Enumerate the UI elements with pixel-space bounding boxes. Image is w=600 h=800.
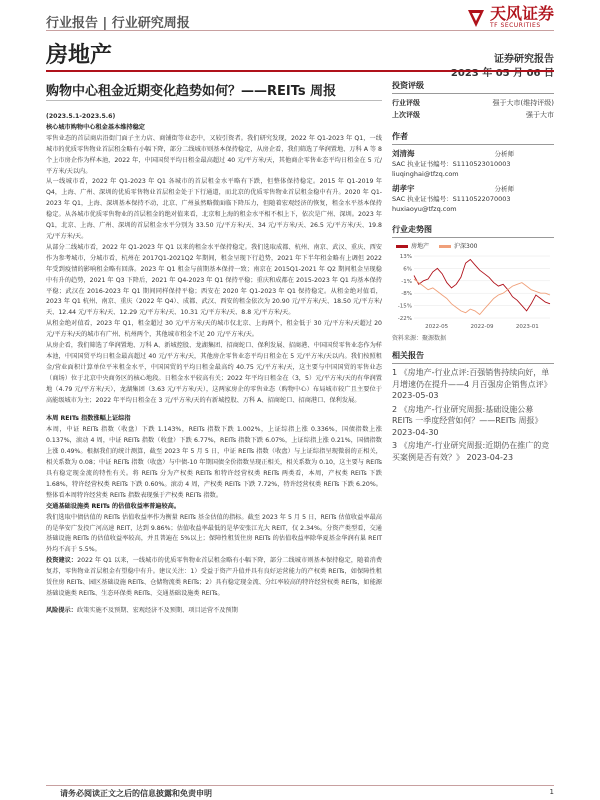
paragraph: 我们选取中债估值的 REITs 估值收益率作为衡量 REITs 基金估值的指标。截至 2023 年 5 月 5 日，REITs 估值收益率最高的是华安广发投广河高速 REIT，达到 9.86%；估值收益率最低的是华安张江光大 REIT，仅 2.34%。分资产类型看，交通基础设施 REITs 的估值收益率较高，并且普遍在 5%以上；保障性租赁住房 REITs 的估值收益率除华夏基金华润有巢 REIT 外均不高于 5.5%。 [46, 513, 382, 554]
report-date: 2023 年 05 月 06 日 [450, 68, 554, 79]
title-divider [46, 100, 382, 101]
author-email[interactable]: huxiaoyu@tfzq.com [392, 204, 457, 213]
related-report-link[interactable]: 1 《房地产-行业点评:百强销售持续向好，单月增速仍在提升——4 月百强房企销售点评》 2023-05-03 [392, 368, 552, 400]
paragraph: 从房企看，我们筛选了华润置地、万科 A、新城控股、龙湖集团、招商蛇口、保利发展、招商港、中国国贸零售业态作为样本池，中国国贸平均日租金最高超过 40 元/平方米/天，其他房企零售业态平均日租金在 5 元/平方米/天以内。我们按照租金/营业面积计算单位平米租金水平，中国国贸的平均日租金最高约 40.75 元/平方米/天，这主要与中国国贸的零售业态（商场）位于北京中央商务区的核心地段。日租金水平较高有关；2022 年平均日租金在（3，5）元/平方米/天的有华润置地（4.79 元/平方米/天），龙湖集团（3.63 元/平方米/天），这两家房企的零售业态（购物中心）布局城市较广且主要位于高能级城市为主；2022 年平均日租金在 3 元/平方米/天的有新城控股、万科 A、招商蛇口、招商港口、保利发展。 [46, 342, 382, 404]
x-tick-label: 2022-09 [470, 324, 494, 330]
x-tick-label: 2022-05 [425, 324, 449, 330]
chart-legend [396, 241, 554, 250]
industry-rating-label: 行业评级 [392, 99, 420, 107]
series-line [414, 279, 550, 315]
author-name: 胡孝宇 [392, 184, 415, 193]
author-sac: SAC 执业证书编号：S1110522070003 [392, 195, 511, 203]
related-heading: 相关报告 [392, 350, 554, 364]
header-divider [46, 30, 554, 31]
industry-rating-value: 强于大市(维持评级) [492, 99, 554, 107]
paragraph: 零售业态的首层商店沿街门面子主力店、商铺街等业态中，又较引资者。我们研究发现，2022 年 Q1-2023 年 Q1，一线城市的优质零售物业首层租金略有小幅下降，部分二线城市则基本保持稳定，从房企看，我们筛选了华润置地、万科 A 等 8 个上市房企作为样本池，2022 年，中国国贸平均日租金最高超过 40 元/平方米/天，其他商企零售业态平均日租金在 5 元/平方米/天以内。 [46, 134, 382, 175]
section-heading: 交通基础设施类 REITs 的估值收益率普遍较高。 [46, 502, 181, 510]
investment-advice-text: 2022 年 Q1 以来，一线城市的优质零售物业首层租金略有小幅下降，部分二线城市则基本保持稳定，随着消费复苏，零售物业首层租金有望稳中有升。建议关注：1）受益于资产升值并具有良好运营能力的产权类 REITs，如保障性租赁住房 REITs、园区基础设施 REITs、仓储物流类 REITs；2）具有稳定现金流、分红率较高的特许经营权类 REITs，如能源基础设施类 REITs、生态环保类 REITs、交通基础设施类 REITs。 [46, 557, 383, 597]
prev-rating-value: 强于大市 [526, 111, 554, 119]
sidebar [392, 80, 554, 465]
company-logo [466, 6, 554, 29]
report-type: 证券研究报告 [494, 54, 554, 65]
author-heading: 作者 [392, 131, 554, 145]
author-sac: SAC 执业证书编号：S1110523010003 [392, 160, 511, 168]
prev-rating-label: 上次评级 [392, 111, 420, 119]
section-heading: 本周 REITs 指数涨幅上证综指 [46, 415, 131, 423]
author-email[interactable]: liuqinghai@tfzq.com [392, 169, 459, 178]
y-tick-label: -22% [397, 316, 412, 322]
sector-title: 房地产 [46, 43, 113, 68]
logo-subtitle: TF SECURITIES [489, 22, 541, 29]
investment-advice-label: 投资建议： [46, 557, 78, 565]
prev-rating-row [392, 109, 554, 121]
tf-logo-icon [466, 7, 486, 29]
paragraph: 从租金绝对值看，2023 年 Q1，租金超过 30 元/平方米/天的城市仅北京、上海两个，租金低于 30 元/平方米/天超过 20 元/平方米/天的城市有广州、杭州两个，其他城市租金不足 20 元/平方米/天。 [46, 320, 382, 339]
report-period: (2023.5.1-2023.5.6) [46, 113, 116, 120]
industry-rating-row [392, 97, 554, 109]
paragraph [46, 606, 382, 617]
chart-source: 资料来源：聚源数据 [392, 335, 447, 342]
author-card [392, 183, 554, 214]
main-content [46, 112, 382, 617]
y-tick-label: -8% [401, 291, 412, 298]
section-heading: 核心城市购物中心租金基本维持稳定 [46, 123, 145, 131]
footer-disclaimer: 请务必阅读正文之后的信息披露和免责申明 [60, 789, 212, 798]
y-tick-label: -1% [401, 278, 412, 285]
related-report-link[interactable]: 3 《房地产-行业研究周报:近期仍在推广的竞买案例是否有效？》 2023-04-23 [392, 441, 550, 462]
series-line [414, 260, 550, 311]
paragraph [46, 556, 382, 600]
y-tick-label: 6% [403, 266, 412, 273]
sector-divider [46, 70, 554, 72]
legend-item: 房地产 [396, 241, 429, 250]
legend-item: 沪深300 [439, 241, 477, 250]
paragraph: 从一线城市看，2022 年 Q1-2023 年 Q1 各城市的首层租金水平略有下跌，但整体保持稳定。2015 年 Q1-2019 年 Q4，上海、广州、深圳的优质零售物业首层租金处于下行通道，而北京的优质零售物业首层租金稳中有升。2020 年 Q1-2023 年 Q1，上海、深圳基本保持不动，北京、广州虽然略微面临下降压力，但随着宏观经济的恢复，租金水平基本保持稳定。从各城市优质零售物业的首层租金的绝对值来看，北京和上海的租金水平相不相上下，依次是广州、深圳。2023 年 Q1，北京、上海、广州、深圳的首层租金水平分别为 33.50 元/平方米/天、34 元/平方米/天、26.5 元/平方米/天、19.8 元/平方米/天。 [46, 178, 382, 240]
report-category: 行业报告 | 行业研究周报 [46, 16, 190, 31]
page-number: 1 [549, 788, 554, 796]
author-card [392, 148, 554, 179]
risk-text: 政策实施不及预期、宏观经济不及预期、项目运营不及预期 [76, 606, 238, 614]
y-tick-label: -15% [397, 303, 412, 310]
risk-label: 风险提示： [46, 606, 77, 614]
rating-heading: 投资评级 [392, 80, 554, 94]
trend-heading: 行业走势图 [392, 224, 554, 238]
trend-chart-svg [392, 252, 554, 330]
x-tick-label: 2023-01 [515, 324, 539, 330]
y-tick-label: 13% [399, 254, 412, 260]
footer-divider [46, 785, 554, 786]
report-title: 购物中心租金近期变化趋势如何？——REITs 周报 [46, 84, 337, 99]
related-reports [392, 367, 554, 463]
related-report-link[interactable]: 2 《房地产-行业研究周报:基础设施公募 REITs 一季度经营如何？——REITs 周报》 2023-04-30 [392, 404, 543, 437]
author-name: 刘清海 [392, 149, 415, 158]
author-role: 分析师 [494, 185, 514, 193]
author-role: 分析师 [494, 150, 514, 158]
logo-name: 天风证券 [489, 4, 554, 23]
trend-chart [392, 241, 554, 342]
paragraph: 本周，中证 REITs 指数（收盘）下跌 1.143%，REITs 指数下跌 1.002%，上证综指上涨 0.336%，国债指数上涨 0.137%，滚动 4 周，中证 REITs 指数（收盘）下跌 6.77%，REITs 指数下跌 6.07%，上证综指上涨 0.21%，国债指数上涨 0.49%。根据我们的统计测算，截至 2023 年 5 月 5 日，中证 REITs 指数（收盘）与上证综指呈现微弱的正相关，相关系数为 0.08；中证 REITs 指数（收盘）与中债-10 年期国债全价指数呈现正相关，相关系数为 0.10，这主要与 REITs 具有稳定现金流的特性有关。将 REITs 分为产权类 REITs 和特许经营权类 REITs 两类看，本周，产权类 REITs 下跌 1.68%，特许经营权类 REITs 下跌 0.60%。滚动 4 周，产权类 REITs 下跌 7.72%，特许经营权类 REITs 下跌 6.20%。整体看本周特许经营类 REITs 指数表现强于产权类 REITs 指数。 [46, 426, 382, 499]
paragraph: 从部分二线城市看，2022 年 Q1-2023 年 Q1 以来的租金水平保持稳定。我们选取成都、杭州、南京、武汉、重庆、西安作为参考城市，分城市看，杭州在 2017Q1-2021Q2 年期间，租金呈现下行趋势，2021 年下半年租金略有上调但 2022 年受到疫情的影响租金略有回落。2023 年 Q1 租金与前期基本保持一致；南京在 2015Q1-2021 年 Q2 期间租金呈现稳中有升的趋势，2021 年 Q3 下降后，2021 年 Q4-2023 年 Q1 保持平稳；重庆和成都在 2015-2023 年 Q1 均基本保持平稳；武汉在 2016-2023 年 Q1 期间同样保持平稳；西安在 2020 年 Q1-2023 年 Q1 保持稳定。从租金绝对值看，2023 年 Q1 杭州、南京、重庆（2022 年 Q4）、成都、武汉、西安的租金依次为 20.90 元/平方米/天、18.50 元/平方米/天、12.44 元/平方米/天、12.29 元/平方米/天、10.31 元/平方米/天、8.8 元/平方米/天。 [46, 243, 382, 317]
